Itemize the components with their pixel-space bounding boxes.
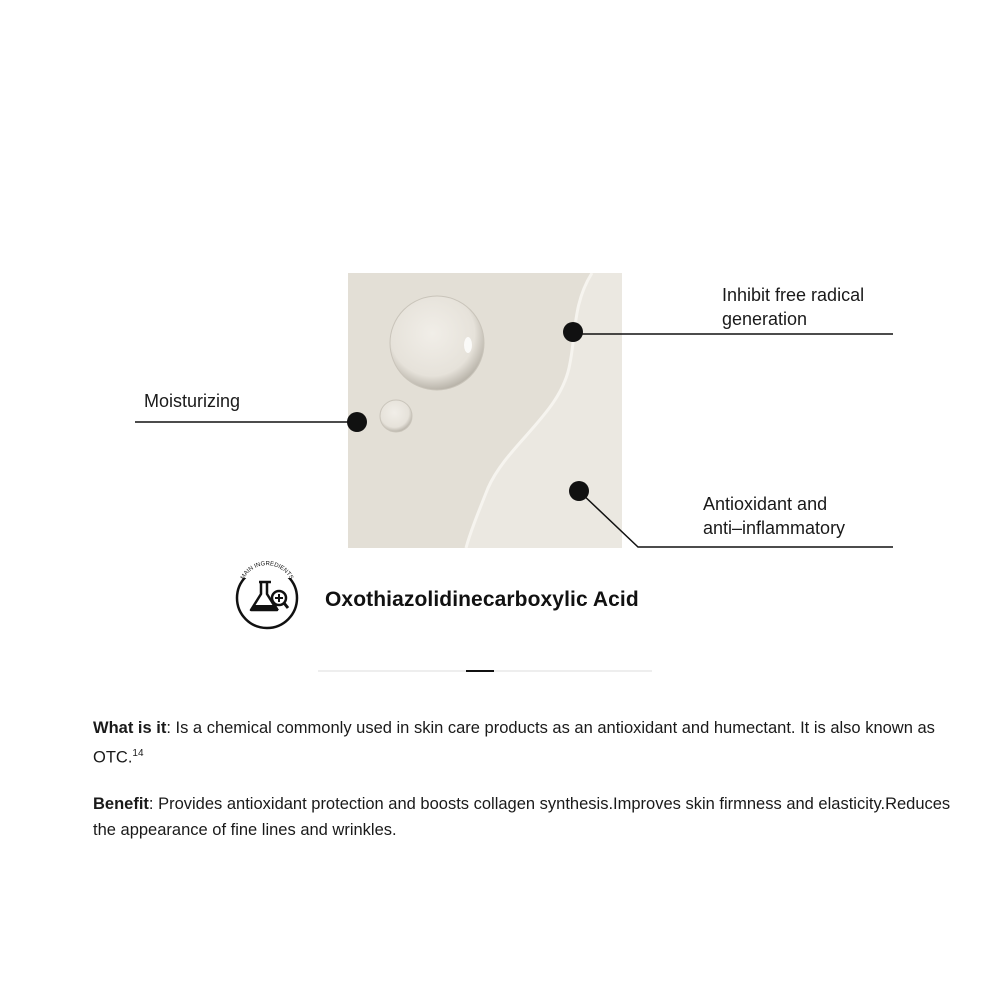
callout-line-1: Inhibit free radical — [722, 285, 865, 305]
ingredient-name: Oxothiazolidinecarboxylic Acid — [325, 588, 639, 611]
main-ingredients-badge — [230, 560, 304, 637]
callout-line-2: anti–inflammatory — [703, 518, 846, 538]
what-is-it-label: What is it — [93, 719, 167, 737]
callout-line-2: generation — [722, 309, 808, 329]
callout-line-1: Antioxidant and — [703, 494, 828, 514]
benefit-label: Benefit — [93, 795, 149, 813]
what-is-it-paragraph — [93, 715, 953, 771]
svg-text:MAIN INGREDIENTS: MAIN INGREDIENTS — [240, 561, 294, 581]
what-is-it-text: : Is a chemical commonly used in skin care products as an antioxidant and humectant. It is also known as OTC. — [93, 719, 935, 767]
callout-moisturizing: Moisturizing — [144, 391, 241, 411]
callout-antioxidant — [703, 492, 845, 540]
flask-magnifier-icon — [230, 560, 304, 632]
benefit-paragraph — [93, 791, 953, 843]
benefit-text: : Provides antioxidant protection and boosts collagen synthesis.Improves skin firmness and elasticity.Reduces the appearance of fine lines and wrinkles. — [93, 795, 951, 839]
callout-inhibit-free-radical — [722, 283, 864, 331]
reference-superscript: 14 — [132, 748, 144, 759]
